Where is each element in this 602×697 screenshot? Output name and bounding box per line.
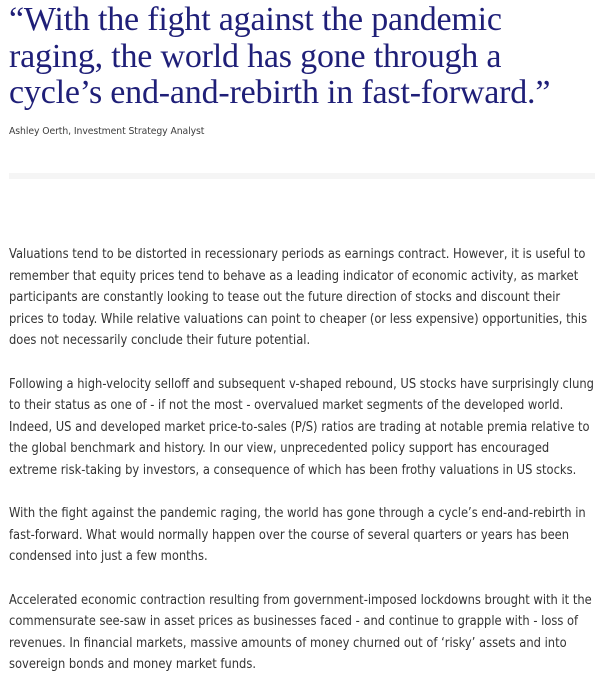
paragraph-line: the global benchmark and history. In our view, unprecedented policy support has encouraged bbox=[9, 441, 550, 457]
paragraph-line: to their status as one of - if not the most - overvalued market segments of the developed world. bbox=[9, 398, 564, 414]
paragraph-line: does not necessarily conclude their future potential. bbox=[9, 333, 311, 349]
paragraph-line: sovereign bonds and money market funds. bbox=[9, 657, 256, 673]
article-paragraph bbox=[9, 590, 602, 676]
paragraph-line: condensed into just a few months. bbox=[9, 549, 208, 565]
section-divider bbox=[9, 173, 595, 179]
article-paragraph bbox=[9, 244, 602, 352]
pull-quote-line: “With the fight against the pandemic bbox=[9, 1, 502, 38]
quote-attribution: Ashley Oerth, Investment Strategy Analyst bbox=[9, 126, 205, 137]
article-paragraph bbox=[9, 374, 602, 482]
paragraph-line: With the fight against the pandemic raging, the world has gone through a cycle’s end-and-rebirth in bbox=[9, 506, 586, 522]
paragraph-line: fast-forward. What would normally happen over the course of several quarters or years has been bbox=[9, 527, 570, 543]
paragraph-line: revenues. In financial markets, massive amounts of money churned out of ‘risky’ assets and into bbox=[9, 635, 567, 651]
article-paragraph bbox=[9, 503, 602, 568]
article-body bbox=[9, 244, 602, 697]
pull-quote-line: raging, the world has gone through a bbox=[9, 37, 502, 75]
paragraph-line: commensurate see-saw in asset prices as businesses faced - and continue to grapple with - loss of bbox=[9, 614, 579, 630]
pull-quote-line: cycle’s end-and-rebirth in fast-forward.” bbox=[9, 74, 551, 111]
paragraph-line: participants are constantly looking to tease out the future direction of stocks and discount their bbox=[9, 290, 561, 306]
paragraph-line: prices to today. While relative valuations can point to cheaper (or less expensive) opportunities, this bbox=[9, 311, 588, 327]
pull-quote bbox=[9, 2, 599, 112]
paragraph-line: Following a high-velocity selloff and subsequent v-shaped rebound, US stocks have surprisingly clung bbox=[9, 376, 594, 392]
paragraph-line: Accelerated economic contraction resulting from government-imposed lockdowns brought with it the bbox=[9, 592, 592, 608]
paragraph-line: extreme risk-taking by investors, a consequence of which has been frothy valuations in US stocks. bbox=[9, 462, 577, 478]
paragraph-line: remember that equity prices tend to behave as a leading indicator of economic activity, as market bbox=[9, 268, 579, 284]
paragraph-line: Indeed, US and developed market price-to-sales (P/S) ratios are trading at notable premia relative to bbox=[9, 419, 590, 435]
paragraph-line: Valuations tend to be distorted in recessionary periods as earnings contract. However, it is useful to bbox=[9, 247, 586, 262]
